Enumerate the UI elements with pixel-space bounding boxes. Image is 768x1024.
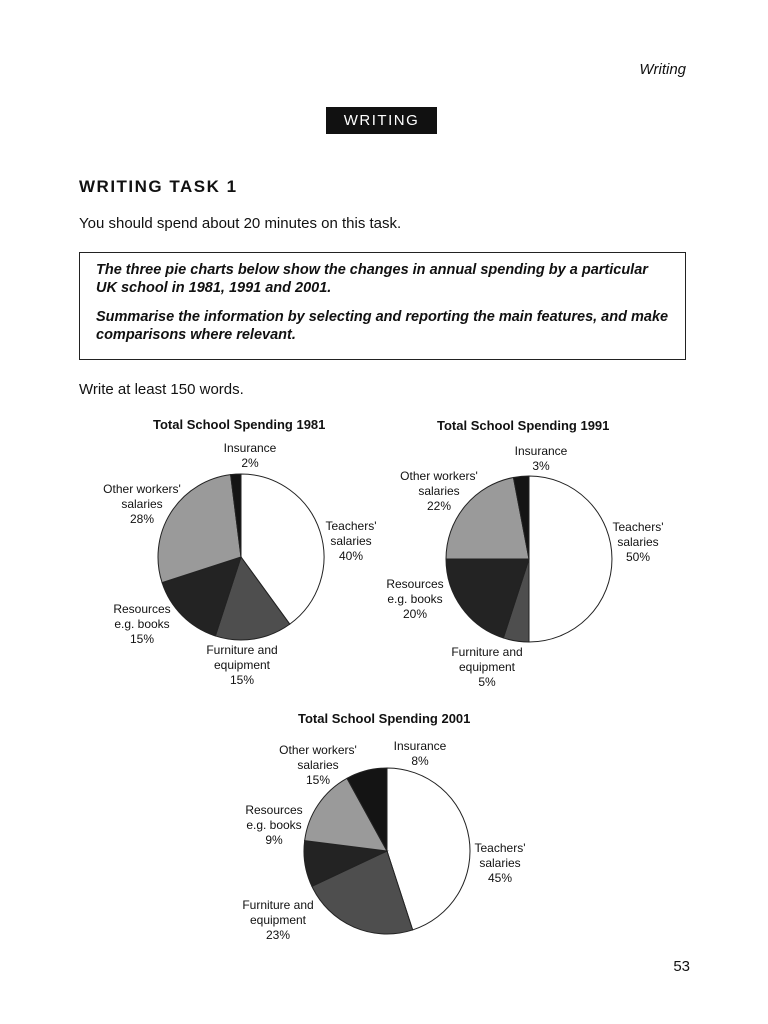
- pie-label-other-workers: Other workers' salaries 28%: [103, 482, 181, 526]
- task-title: WRITING TASK 1: [79, 177, 238, 196]
- pie-label-other-workers: Other workers' salaries 22%: [400, 469, 478, 513]
- task-prompt-paragraph: The three pie charts below show the changes in annual spending by a particular UK school in 1981, 1991 and 2001.: [96, 262, 648, 296]
- pie-label-teachers: Teachers' salaries 40%: [325, 519, 377, 563]
- pie-label-other-workers: Other workers' salaries 15%: [279, 743, 357, 787]
- task-prompt-paragraph: Summarise the information by selecting and reporting the main features, and make comparisons where relevant.: [96, 309, 669, 343]
- pie-label-resources: Resources e.g. books 20%: [386, 577, 444, 621]
- pie-label-resources: Resources e.g. books 9%: [245, 803, 303, 847]
- time-instruction: You should spend about 20 minutes on this task.: [79, 215, 402, 232]
- pie-title-2001: Total School Spending 2001: [298, 711, 471, 726]
- pie-slice-teachers: [529, 476, 612, 642]
- pie-label-resources: Resources e.g. books 15%: [113, 602, 171, 646]
- task-prompt-box: [79, 252, 686, 360]
- pie-label-teachers: Teachers' salaries 50%: [612, 520, 664, 564]
- pie-label-teachers: Teachers' salaries 45%: [474, 841, 526, 885]
- section-badge: WRITING: [326, 107, 437, 134]
- pie-title-1981: Total School Spending 1981: [153, 417, 326, 432]
- pie-label-insurance: Insurance 8%: [393, 739, 447, 768]
- pie-label-furniture: Furniture and equipment 15%: [206, 643, 278, 687]
- page-number: 53: [673, 958, 690, 975]
- pie-label-furniture: Furniture and equipment 23%: [242, 898, 314, 942]
- pie-label-insurance: Insurance 3%: [514, 444, 568, 473]
- word-count-instruction: Write at least 150 words.: [79, 381, 244, 398]
- pie-label-furniture: Furniture and equipment 5%: [451, 645, 523, 689]
- running-head: Writing: [639, 61, 686, 78]
- pie-title-1991: Total School Spending 1991: [437, 418, 610, 433]
- pie-label-insurance: Insurance 2%: [223, 441, 277, 470]
